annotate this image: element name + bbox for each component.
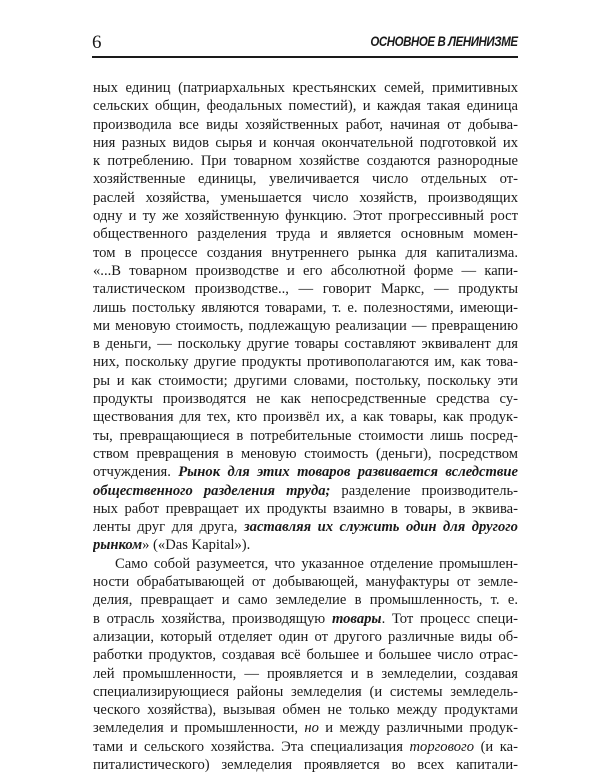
text-line [93, 646, 518, 664]
body-text [93, 79, 518, 774]
emphasis-segment: общественного разделения труда; [93, 482, 331, 499]
text-line [93, 225, 518, 243]
text-segment: производила все виды хозяйственных работ, начиная от добыва- [93, 116, 518, 133]
running-title: ОСНОВНОЕ В ЛЕНИНИЗМЕ [370, 33, 518, 49]
text-segment: ры и как стоимости; другими словами, постольку, поскольку эти [93, 372, 518, 389]
text-line [93, 500, 518, 518]
text-line [93, 299, 518, 317]
text-line [93, 152, 518, 170]
paragraph [93, 555, 518, 774]
text-line [93, 427, 518, 445]
text-segment: земледелия и промышленности, [93, 720, 305, 737]
text-segment: работки продуктов, создавая всё большее и большее число отрас- [93, 647, 518, 664]
text-segment: лишь постольку являются товарами, т. е. полезностями, имеющи- [93, 299, 518, 316]
text-segment: ния разных видов сырья и кончая окончательной подготовкой их [93, 134, 518, 151]
text-line [93, 665, 518, 683]
text-segment: хозяйственные единицы, увеличивается число отдельных от- [93, 171, 518, 188]
text-segment: в деньги, — поскольку другие товары составляют эквивалент для [93, 336, 518, 353]
text-segment: ществования для тех, кто произвёл их, а как товары, как продук- [93, 409, 518, 426]
page-header [92, 30, 518, 56]
text-line [93, 207, 518, 225]
text-segment: ты, превращающиеся в потребительные стоимости лишь посред- [93, 427, 518, 444]
text-line [93, 116, 518, 134]
text-segment: ческого хозяйства), вызывая обмен не только между продуктами [93, 702, 518, 719]
text-segment: «...В товарном производстве и его абсолютной форме — капи- [93, 262, 518, 279]
text-line [93, 610, 518, 628]
text-line [93, 555, 518, 573]
text-segment: ми меновую стоимость, подлежащую реализации — превращению [93, 317, 518, 334]
emphasis-segment: Рынок для этих товаров развивается вследствие [178, 464, 518, 481]
text-line [93, 79, 518, 97]
text-line [93, 573, 518, 591]
text-line [93, 482, 518, 500]
text-segment: (и ка- [474, 738, 518, 755]
paragraph [93, 79, 518, 555]
text-segment: делия, превращает и само земледелие в промышленность, т. е. [93, 592, 518, 609]
emphasis-segment: но [304, 720, 319, 737]
text-line [93, 628, 518, 646]
page-number: 6 [92, 32, 102, 53]
emphasis-segment: товары [331, 610, 382, 627]
text-line [93, 683, 518, 701]
text-segment: тами и сельского хозяйства. Эта специализация [93, 738, 410, 755]
emphasis-segment: торгового [409, 738, 475, 755]
text-segment: в отрасль хозяйства, производящую [93, 610, 332, 627]
text-segment: » («Das Kapital»). [142, 537, 251, 554]
text-line [93, 701, 518, 719]
text-segment: и между различными продук- [318, 720, 518, 737]
text-segment: том в процессе создания внутреннего рынка для капитализма. [93, 244, 518, 261]
text-line [93, 756, 518, 774]
text-line [93, 463, 518, 481]
text-segment: ализации, который отделяет один от другого различные виды об- [93, 628, 518, 645]
text-line [93, 262, 518, 280]
header-rule [92, 56, 518, 58]
text-line [93, 408, 518, 426]
text-line [93, 719, 518, 737]
text-line [93, 317, 518, 335]
text-segment: ленты друг для друга, [93, 519, 244, 536]
text-line [93, 372, 518, 390]
text-segment: продукты производятся не как непосредственные средства су- [93, 391, 518, 408]
text-segment: одну и ту же хозяйственную функцию. Этот прогрессивный рост [93, 208, 518, 225]
text-segment: сельских общин, феодальных поместий), и каждая такая единица [93, 98, 518, 115]
text-line [93, 591, 518, 609]
text-line [93, 189, 518, 207]
text-segment: специализирующиеся районы земледелия (и системы земледель- [93, 683, 518, 700]
text-segment: ных единиц (патриархальных крестьянских семей, примитивных [93, 80, 518, 96]
text-line [93, 353, 518, 371]
text-line [93, 280, 518, 298]
text-segment: разделение производитель- [330, 482, 518, 499]
text-line [93, 445, 518, 463]
text-line [93, 97, 518, 115]
text-segment: питалистического) земледелия проявляется во всех капитали- [93, 756, 518, 773]
text-segment: талистическом производстве.., — говорит Маркс, — продукты [93, 281, 518, 298]
text-line [93, 390, 518, 408]
text-segment: . Тот процесс специ- [381, 610, 518, 627]
emphasis-segment: рынком [93, 537, 143, 554]
text-segment: общественного разделения труда и является основным момен- [93, 226, 518, 243]
text-line [93, 335, 518, 353]
text-line [93, 518, 518, 536]
text-segment: ных работ превращает их продукты взаимно в товары, в эквива- [93, 500, 518, 517]
emphasis-segment: заставляя их служить один для другого [243, 519, 518, 536]
text-segment: ности обрабатывающей от добывающей, мануфактуры от земле- [93, 574, 518, 591]
text-segment: к потреблению. При товарном хозяйстве создаются разнородные [93, 153, 518, 170]
text-segment: раслей хозяйства, уменьшается число хозяйств, производящих [93, 189, 518, 206]
text-line [93, 738, 518, 756]
text-line [93, 134, 518, 152]
text-line [93, 170, 518, 188]
text-segment: них, поскольку другие продукты противополагаются им, как това- [93, 354, 518, 371]
text-segment: ством превращения в меновую стоимость (деньги), посредством [93, 445, 518, 462]
text-line [93, 536, 518, 554]
text-segment: отчуждения. [93, 464, 179, 481]
text-segment: лей промышленности, — проявляется и в земледелии, создавая [93, 665, 518, 682]
text-segment: Само собой разумеется, что указанное отделение промышлен- [115, 555, 518, 572]
text-line [93, 244, 518, 262]
